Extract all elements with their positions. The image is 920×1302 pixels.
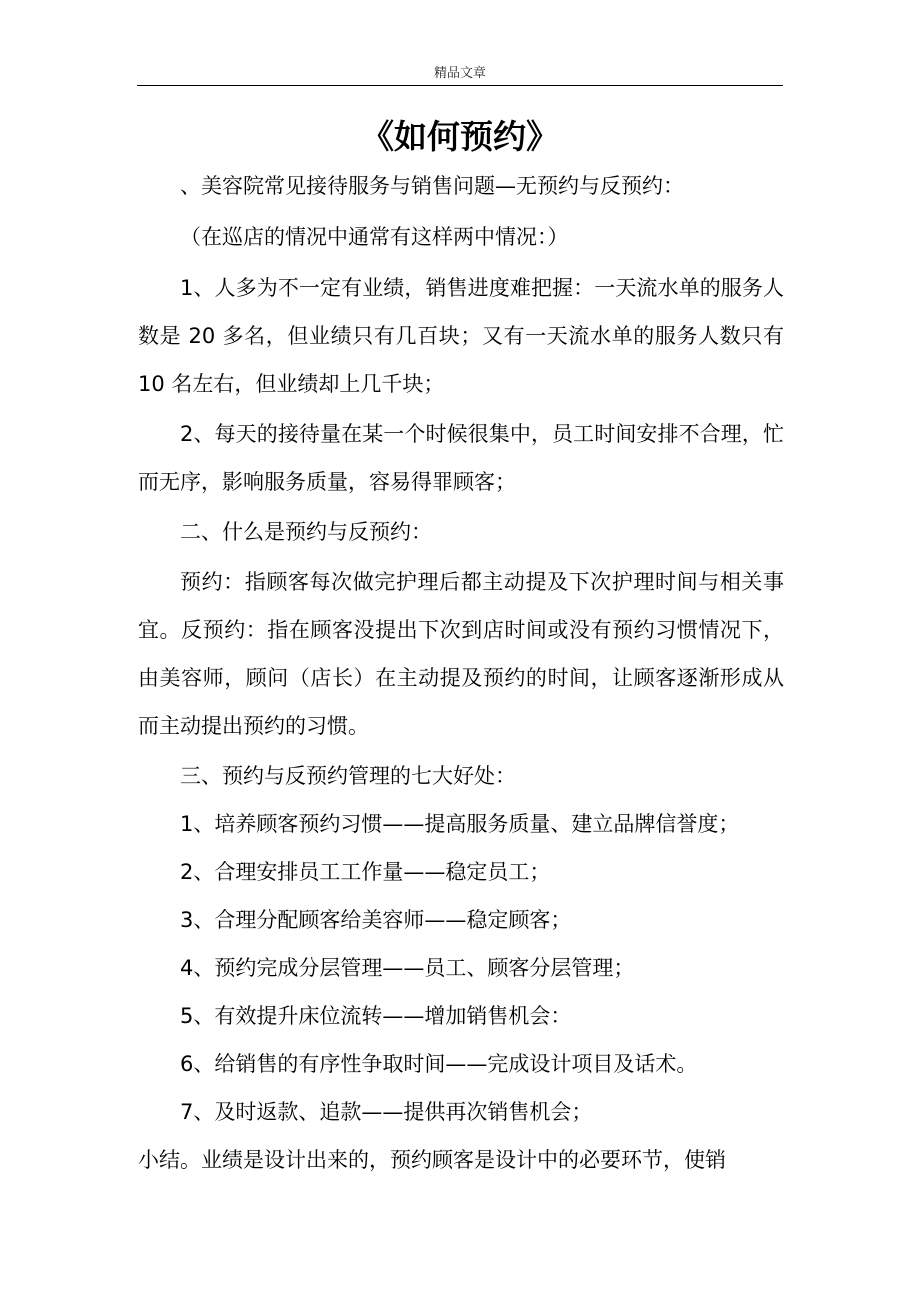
page-header: 精品文章: [433, 66, 486, 81]
list-item-benefit-7: 7、及时返款、追款——提供再次销售机会；: [180, 1100, 593, 1124]
section-heading-3: 三、预约与反预约管理的七大好处：: [180, 764, 516, 788]
paragraph-item-2: 2、每天的接待量在某一个时候很集中，员工时间安排不合理，忙而无序，影响服务质量，容易得罪顾客；: [138, 422, 784, 494]
paragraph-summary: 小结。业绩是设计出来的，预约顾客是设计中的必要环节，使销: [138, 1148, 726, 1172]
list-item-benefit-6: 6、给销售的有序性争取时间——完成设计项目及话术。: [180, 1052, 698, 1076]
paragraph-note: （在巡店的情况中通常有这样两中情况：）: [180, 225, 569, 249]
paragraph-definition: 预约：指顾客每次做完护理后都主动提及下次护理时间与相关事宜。反预约：指在顾客没提出下次到店时间或没有预约习惯情况下，由美容师，顾问（店长）在主动提及预约的时间，让顾客逐渐形成从而主动提出预约的习惯。: [138, 570, 784, 738]
document-body: [138, 162, 784, 1184]
document-title: 《如何预约》: [361, 117, 559, 156]
section-heading-2: 二、什么是预约与反预约：: [180, 520, 432, 544]
paragraph-intro: 、美容院常见接待服务与销售问题—无预约与反预约：: [180, 174, 684, 198]
list-item-benefit-2: 2、合理安排员工工作量——稳定员工；: [180, 860, 551, 884]
paragraph-item-1: 1、人多为不一定有业绩，销售进度难把握：一天流水单的服务人数是 20 多名，但业绩只有几百块；又有一天流水单的服务人数只有 10 名左右，但业绩却上几千块；: [138, 276, 784, 396]
list-item-benefit-5: 5、有效提升床位流转——增加销售机会：: [180, 1004, 572, 1028]
header-divider: [137, 85, 783, 86]
list-item-benefit-3: 3、合理分配顾客给美容师——稳定顾客；: [180, 908, 572, 932]
list-item-benefit-1: 1、培养顾客预约习惯——提高服务质量、建立品牌信誉度；: [180, 812, 740, 836]
list-item-benefit-4: 4、预约完成分层管理——员工、顾客分层管理；: [180, 956, 635, 980]
